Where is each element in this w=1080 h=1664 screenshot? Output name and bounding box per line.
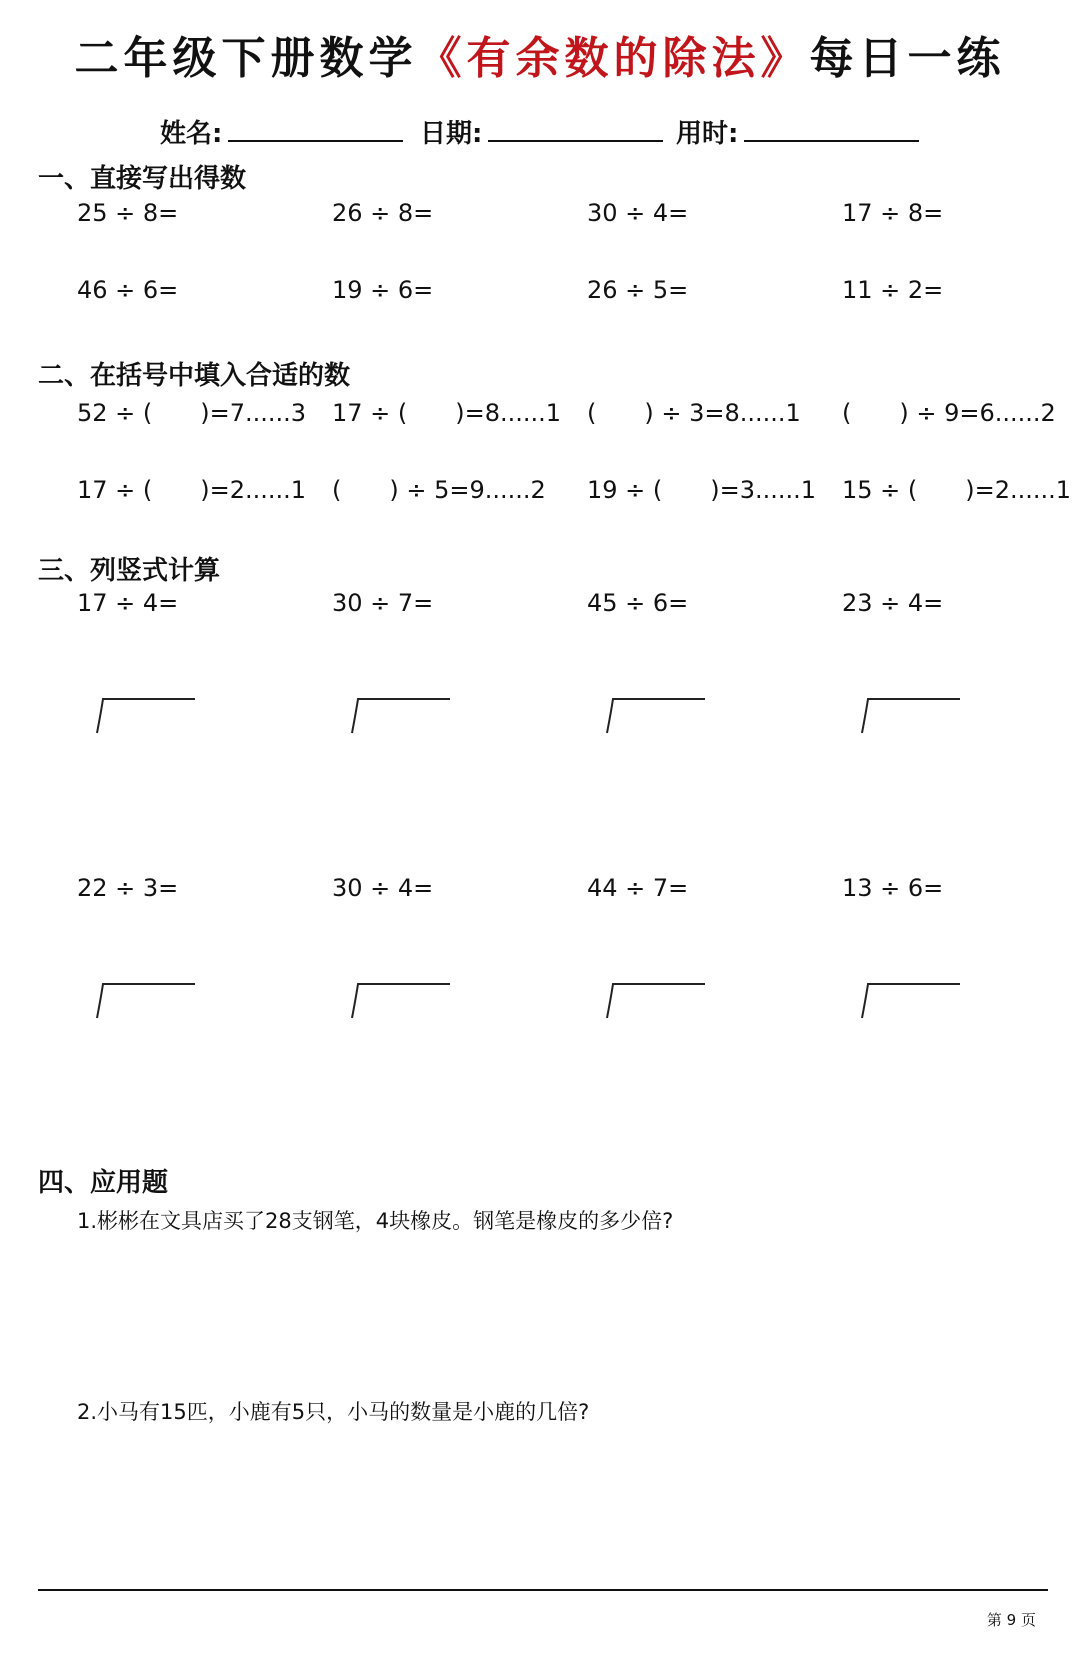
s2-problem: 17 ÷ ( )=2......1 (77, 476, 307, 504)
long-division-bracket (350, 981, 450, 1019)
s2-problem: ( ) ÷ 3=8......1 (587, 399, 801, 427)
name-label: 姓名: (160, 119, 223, 149)
s3-problem: 23 ÷ 4= (842, 589, 944, 617)
time-field (676, 113, 919, 150)
s3-problem: 13 ÷ 6= (842, 874, 944, 902)
s2-problem: 19 ÷ ( )=3......1 (587, 476, 817, 504)
s3-problem: 30 ÷ 7= (332, 589, 434, 617)
long-division-bracket (350, 696, 450, 734)
section-1-heading: 一、直接写出得数 (38, 164, 247, 194)
s1-problem: 26 ÷ 5= (587, 276, 689, 304)
word-problem-1: 1.彬彬在文具店买了28支钢笔，4块橡皮。钢笔是橡皮的多少倍? (77, 1209, 674, 1233)
section-2-heading: 二、在括号中填入合适的数 (38, 361, 351, 391)
section-4-heading: 四、应用题 (38, 1168, 169, 1198)
s1-problem: 26 ÷ 8= (332, 199, 434, 227)
name-blank[interactable] (228, 116, 403, 142)
s1-problem: 17 ÷ 8= (842, 199, 944, 227)
long-division-bracket (860, 696, 960, 734)
long-division-bracket (605, 696, 705, 734)
s3-problem: 30 ÷ 4= (332, 874, 434, 902)
s3-problem: 45 ÷ 6= (587, 589, 689, 617)
s3-problem: 17 ÷ 4= (77, 589, 179, 617)
date-blank[interactable] (488, 116, 663, 142)
s3-problem: 44 ÷ 7= (587, 874, 689, 902)
long-division-bracket (95, 696, 195, 734)
word-problem-2: 2.小马有15匹，小鹿有5只，小马的数量是小鹿的几倍? (77, 1400, 590, 1424)
s2-problem: ( ) ÷ 5=9......2 (332, 476, 546, 504)
long-division-bracket (95, 981, 195, 1019)
s2-problem: ( ) ÷ 9=6......2 (842, 399, 1056, 427)
date-field (420, 113, 663, 150)
time-blank[interactable] (744, 116, 919, 142)
time-label: 用时: (676, 119, 739, 149)
s3-problem: 22 ÷ 3= (77, 874, 179, 902)
section-3-heading: 三、列竖式计算 (38, 556, 221, 586)
s1-problem: 19 ÷ 6= (332, 276, 434, 304)
s2-problem: 17 ÷ ( )=8......1 (332, 399, 562, 427)
long-division-bracket (605, 981, 705, 1019)
footer-divider (38, 1589, 1048, 1591)
s1-problem: 46 ÷ 6= (77, 276, 179, 304)
title-highlight: 《有余数的除法》 (417, 33, 810, 84)
worksheet-title (0, 22, 1080, 86)
long-division-bracket (860, 981, 960, 1019)
s2-problem: 15 ÷ ( )=2......1 (842, 476, 1072, 504)
title-suffix: 每日一练 (809, 33, 1006, 84)
s1-problem: 30 ÷ 4= (587, 199, 689, 227)
s2-problem: 52 ÷ ( )=7......3 (77, 399, 307, 427)
title-prefix: 二年级下册数学 (74, 33, 418, 84)
s1-problem: 11 ÷ 2= (842, 276, 944, 304)
name-field (160, 113, 403, 150)
s1-problem: 25 ÷ 8= (77, 199, 179, 227)
page-number: 第 9 页 (986, 1611, 1036, 1629)
date-label: 日期: (420, 119, 483, 149)
